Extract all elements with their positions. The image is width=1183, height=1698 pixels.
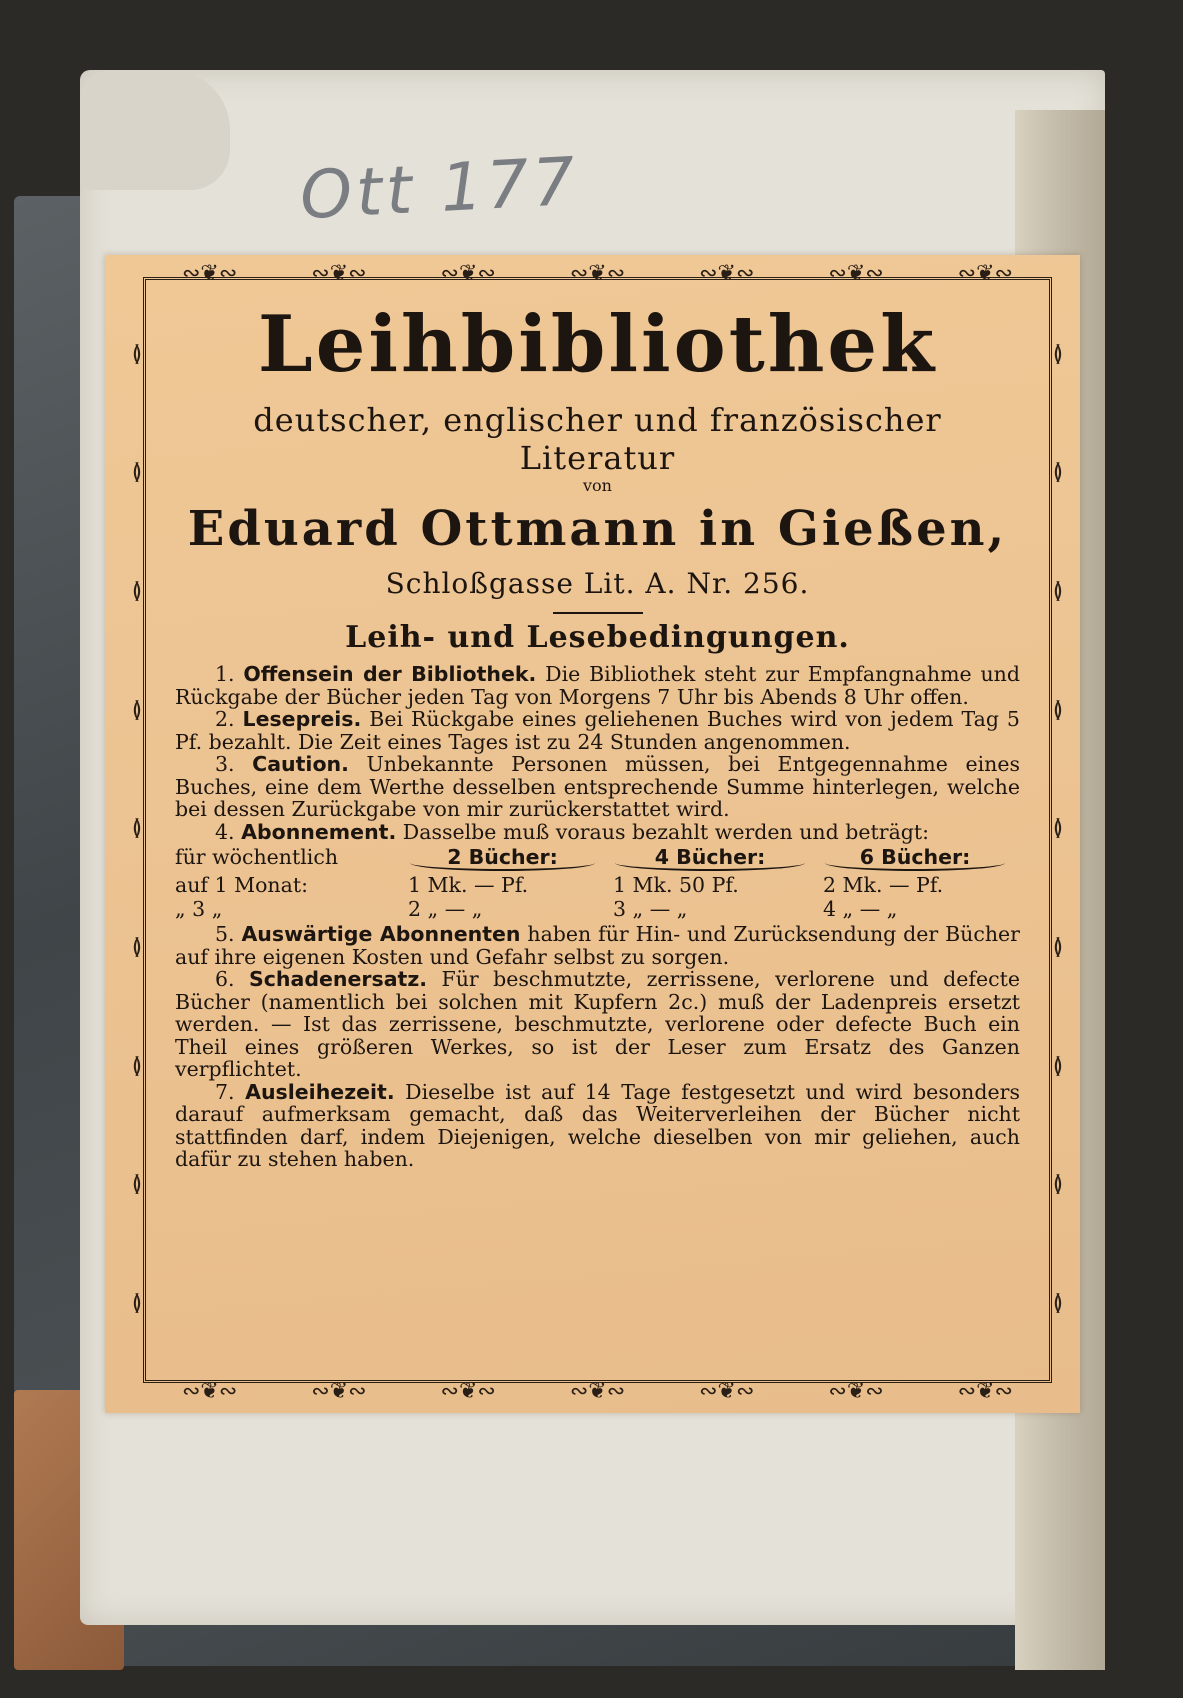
condition-text: Die Bibliothek steht zur Empfangnahme und Rückgabe der Bücher jeden Tag von Morgens 7 Uhr bis Abends 8 Uhr offen. — [175, 662, 1020, 709]
ornament-top: ∾❦∾ ∾❦∾ ∾❦∾ ∾❦∾ ∾❦∾ ∾❦∾ ∾❦∾ — [181, 260, 1013, 286]
condition-number: 4. — [215, 819, 235, 844]
condition-text: Bei Rückgabe eines geliehenen Buches wird von jedem Tag 5 Pf. bezahlt. Die Zeit eines Tages ist zu 24 Stunden angenommen. — [175, 707, 1020, 754]
label-title: Leihbibliothek — [257, 299, 938, 390]
publisher-address: Schloßgasse Lit. A. Nr. 256. — [385, 567, 810, 600]
condition-text: haben für Hin- und Zurücksendung der Bücher auf ihre eigenen Kosten und Gefahr selbst zu sorgen. — [175, 922, 1020, 969]
fee-row-label: für wöchentlich — [175, 845, 339, 869]
condition-heading: Caution. — [252, 752, 349, 776]
condition-text: Für beschmutzte, zerrissene, verlorene und defecte Bücher (namentlich bei solchen mit Kupfern 2c.) muß der Ladenpreis ersetzt werden. — Ist das zerrissene, beschmutzte, verlorene oder defecte Buch ein Theil eines größeren Werkes, so ist der Leser zum Ersatz des Ganzen verpflichtet. — [175, 967, 1020, 1081]
fee-value: 2 Mk. — Pf. — [823, 873, 944, 897]
fee-header: 4 Bücher: — [615, 845, 805, 871]
condition-number: 3. — [215, 752, 235, 776]
fee-header: 2 Bücher: — [410, 845, 595, 871]
fee-period: „ 3 „ — [175, 897, 223, 921]
library-label — [105, 255, 1080, 1413]
fee-period: auf 1 Monat: — [175, 873, 308, 897]
condition-number: 6. — [215, 967, 235, 991]
condition-7 — [175, 1081, 1020, 1171]
fee-value: 2 „ — „ — [408, 897, 483, 921]
condition-heading: Abonnement. — [241, 819, 397, 844]
publisher-name: Eduard Ottmann in Gießen, — [187, 501, 1008, 557]
condition-2 — [175, 708, 1020, 753]
fee-header: 6 Bücher: — [825, 845, 1005, 871]
torn-endpaper-corner — [80, 70, 230, 190]
condition-text: Dasselbe muß voraus bezahlt werden und beträgt: — [402, 819, 930, 844]
label-content — [175, 295, 1020, 1171]
condition-heading: Offensein der Bibliothek. — [243, 662, 537, 686]
ornament-left: ≬ ≬ ≬ ≬ ≬ ≬ ≬ ≬ ≬ — [131, 341, 143, 1317]
handwritten-shelfmark: Ott 177 — [298, 142, 581, 235]
ornament-right: ≬ ≬ ≬ ≬ ≬ ≬ ≬ ≬ ≬ — [1052, 341, 1064, 1317]
condition-text: Dieselbe ist auf 14 Tage festgesetzt und wird besonders darauf aufmerksam gemacht, daß das Weiterverleihen der Bücher nicht stattfinden darf, indem Diejenigen, welche dieselben von mir geliehen, auch dafür zu stehen haben. — [175, 1079, 1020, 1171]
condition-number: 1. — [215, 662, 235, 686]
condition-text: Unbekannte Personen müssen, bei Entgegennahme eines Buches, eine dem Werthe desselben entsprechende Summe hinterlegen, welche bei dessen Zurückgabe von mir zurückerstattet wird. — [175, 752, 1020, 821]
fee-value: 1 Mk. 50 Pf. — [613, 873, 739, 897]
condition-1 — [175, 663, 1020, 708]
condition-4 — [175, 821, 1020, 844]
fee-value: 1 Mk. — Pf. — [408, 873, 529, 897]
ornament-bottom: ∾❦∾ ∾❦∾ ∾❦∾ ∾❦∾ ∾❦∾ ∾❦∾ ∾❦∾ — [181, 1378, 1013, 1404]
condition-number: 7. — [215, 1079, 235, 1104]
condition-number: 2. — [215, 707, 235, 731]
fee-value: 4 „ — „ — [823, 897, 898, 921]
conditions-list — [175, 663, 1020, 1171]
condition-5 — [175, 923, 1020, 968]
fee-table — [175, 845, 1020, 921]
label-subtitle: deutscher, englischer und französischer Literatur — [253, 401, 942, 477]
condition-3 — [175, 753, 1020, 821]
condition-number: 5. — [215, 922, 235, 946]
condition-heading: Ausleihezeit. — [245, 1079, 395, 1104]
fee-value: 3 „ — „ — [613, 897, 688, 921]
label-von: von — [583, 476, 612, 495]
condition-heading: Schadenersatz. — [248, 967, 428, 991]
condition-6 — [175, 968, 1020, 1081]
condition-heading: Lesepreis. — [242, 707, 362, 731]
divider — [553, 612, 643, 614]
conditions-heading: Leih- und Lesebedingungen. — [345, 620, 850, 655]
condition-heading: Auswärtige Abonnenten — [241, 922, 521, 946]
